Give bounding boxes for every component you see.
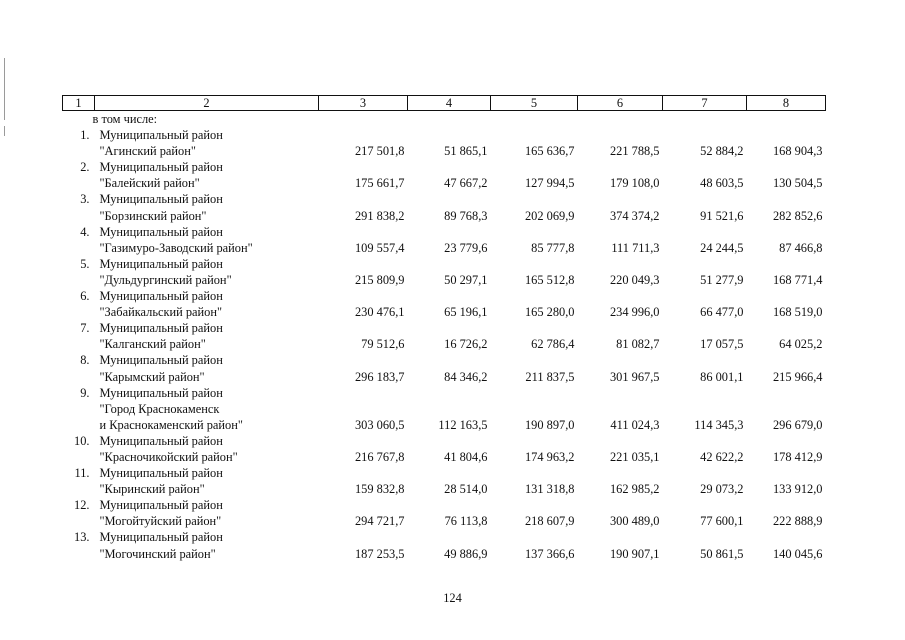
value-cell: 211 837,5	[525, 369, 575, 384]
column-header: 6	[578, 96, 663, 111]
district-name	[95, 529, 319, 561]
value-cell: 162 985,2	[609, 482, 660, 497]
value-cell: 133 912,0	[772, 482, 823, 497]
scan-edge-mark	[4, 58, 5, 120]
table-row	[63, 256, 826, 288]
value-cell: 91 521,6	[700, 208, 744, 223]
value-cell: 41 804,6	[444, 449, 488, 464]
table-row	[63, 191, 826, 223]
value-cell: 296 183,7	[354, 369, 405, 384]
district-name-line: "Красночикойский район"	[99, 449, 238, 464]
value-cell: 179 108,0	[609, 176, 660, 191]
district-name	[95, 465, 319, 497]
value-cell: 87 466,8	[779, 240, 823, 255]
row-number: 3.	[80, 192, 90, 207]
district-name	[95, 159, 319, 191]
value-cell: 202 069,9	[524, 208, 575, 223]
row-number: 7.	[80, 321, 90, 336]
district-name	[95, 191, 319, 223]
district-name	[95, 224, 319, 256]
district-name	[95, 127, 319, 159]
district-name-line: Муниципальный район	[99, 224, 223, 239]
value-cell: 16 726,2	[444, 337, 488, 352]
value-cell: 221 035,1	[609, 449, 660, 464]
table-row	[63, 352, 826, 384]
value-cell: 48 603,5	[700, 176, 744, 191]
district-name	[95, 433, 319, 465]
value-cell: 50 297,1	[444, 272, 488, 287]
value-cell: 301 967,5	[609, 369, 660, 384]
value-cell: 50 861,5	[700, 546, 744, 561]
table-row	[63, 127, 826, 159]
value-cell: 303 060,5	[354, 417, 405, 432]
value-cell: 215 809,9	[354, 272, 405, 287]
page-number: 124	[443, 591, 462, 605]
table-row	[63, 465, 826, 497]
column-header: 2	[95, 96, 319, 111]
scan-edge-mark	[4, 126, 5, 136]
district-name-line: "Кыринский район"	[99, 482, 205, 497]
value-cell: 300 489,0	[609, 514, 660, 529]
district-name-line: "Забайкальский район"	[99, 305, 223, 320]
value-cell: 127 994,5	[524, 176, 575, 191]
row-number: 8.	[80, 353, 90, 368]
district-name-line: Муниципальный район	[99, 289, 223, 304]
value-cell: 52 884,2	[700, 144, 744, 159]
value-cell: 411 024,3	[610, 417, 660, 432]
district-name-line: Муниципальный район	[99, 160, 223, 175]
district-name-line: Муниципальный район	[99, 466, 223, 481]
value-cell: 111 711,3	[611, 240, 660, 255]
row-number: 12.	[74, 498, 90, 513]
district-name-line: "Балейский район"	[99, 176, 200, 191]
value-cell: 168 519,0	[772, 305, 823, 320]
value-cell: 294 721,7	[354, 514, 405, 529]
value-cell: 291 838,2	[354, 208, 405, 223]
row-number: 4.	[80, 224, 90, 239]
district-name	[95, 385, 319, 433]
table-row	[63, 224, 826, 256]
district-name-line: "Борзинский район"	[99, 208, 207, 223]
district-name-line: Муниципальный район	[99, 385, 223, 400]
value-cell: 131 318,8	[524, 482, 575, 497]
district-name	[95, 256, 319, 288]
table-row	[63, 159, 826, 191]
value-cell: 89 768,3	[444, 208, 488, 223]
value-cell: 187 253,5	[354, 546, 405, 561]
value-cell: 140 045,6	[772, 546, 823, 561]
value-cell: 85 777,8	[531, 240, 575, 255]
value-cell: 222 888,9	[772, 514, 823, 529]
value-cell: 23 779,6	[444, 240, 488, 255]
table-row	[63, 529, 826, 561]
column-header: 8	[747, 96, 826, 111]
value-cell: 76 113,8	[444, 514, 488, 529]
subtitle-row	[63, 111, 826, 128]
value-cell: 65 196,1	[444, 305, 488, 320]
value-cell: 168 771,4	[772, 272, 823, 287]
district-name	[95, 352, 319, 384]
value-cell: 175 661,7	[354, 176, 405, 191]
value-cell: 230 476,1	[354, 305, 405, 320]
value-cell: 109 557,4	[354, 240, 405, 255]
district-name-line: "Калганский район"	[99, 337, 206, 352]
column-header: 7	[663, 96, 747, 111]
column-header: 1	[63, 96, 95, 111]
column-header: 4	[408, 96, 491, 111]
value-cell: 77 600,1	[700, 514, 744, 529]
district-name-line: "Могочинский район"	[99, 546, 216, 561]
district-name-line: "Газимуро-Заводский район"	[99, 240, 253, 255]
value-cell: 234 996,0	[609, 305, 660, 320]
value-cell: 79 512,6	[361, 337, 405, 352]
value-cell: 64 025,2	[779, 337, 823, 352]
value-cell: 112 163,5	[438, 417, 488, 432]
value-cell: 51 277,9	[700, 272, 744, 287]
row-number: 10.	[74, 433, 90, 448]
district-name-line: Муниципальный район	[99, 498, 223, 513]
value-cell: 374 374,2	[609, 208, 660, 223]
value-cell: 165 280,0	[524, 305, 575, 320]
value-cell: 47 667,2	[444, 176, 488, 191]
row-number: 13.	[74, 530, 90, 545]
value-cell: 28 514,0	[444, 482, 488, 497]
district-name-line: Муниципальный район	[99, 128, 223, 143]
value-cell: 130 504,5	[772, 176, 823, 191]
table-row	[63, 497, 826, 529]
value-cell: 114 345,3	[694, 417, 744, 432]
district-name-line: "Город Краснокаменск	[99, 401, 220, 416]
table-row	[63, 288, 826, 320]
value-cell: 168 904,3	[772, 144, 823, 159]
value-cell: 221 788,5	[609, 144, 660, 159]
district-name-line: Муниципальный район	[99, 530, 223, 545]
value-cell: 81 082,7	[616, 337, 660, 352]
value-cell: 66 477,0	[700, 305, 744, 320]
value-cell: 190 907,1	[609, 546, 660, 561]
value-cell: 84 346,2	[444, 369, 488, 384]
district-name	[95, 497, 319, 529]
value-cell: 215 966,4	[772, 369, 823, 384]
column-number-row	[63, 96, 826, 111]
district-name-line: Муниципальный район	[99, 321, 223, 336]
district-name-line: "Могойтуйский район"	[99, 514, 222, 529]
district-name-line: "Дульдургинский район"	[99, 272, 232, 287]
value-cell: 29 073,2	[700, 482, 744, 497]
row-number: 2.	[80, 160, 90, 175]
value-cell: 216 767,8	[354, 449, 405, 464]
value-cell: 159 832,8	[354, 482, 405, 497]
value-cell: 42 622,2	[700, 449, 744, 464]
district-name-line: Муниципальный район	[99, 433, 223, 448]
district-name	[95, 320, 319, 352]
table-row	[63, 433, 826, 465]
value-cell: 137 366,6	[524, 546, 575, 561]
value-cell: 178 412,9	[772, 449, 823, 464]
value-cell: 174 963,2	[524, 449, 575, 464]
district-name-line: "Агинский район"	[99, 144, 196, 159]
value-cell: 165 636,7	[524, 144, 575, 159]
table-row	[63, 320, 826, 352]
district-name	[95, 288, 319, 320]
value-cell: 190 897,0	[524, 417, 575, 432]
row-number: 11.	[74, 466, 90, 481]
table-row	[63, 385, 826, 433]
value-cell: 296 679,0	[772, 417, 823, 432]
subtitle-text: в том числе:	[92, 112, 158, 126]
value-cell: 165 512,8	[524, 272, 575, 287]
budget-table	[62, 95, 826, 562]
value-cell: 282 852,6	[772, 208, 823, 223]
value-cell: 24 244,5	[700, 240, 744, 255]
district-name-line: Муниципальный район	[99, 256, 223, 271]
value-cell: 217 501,8	[354, 144, 405, 159]
district-name-line: и Краснокаменский район"	[99, 417, 243, 432]
value-cell: 49 886,9	[444, 546, 488, 561]
value-cell: 62 786,4	[531, 337, 575, 352]
column-header: 5	[491, 96, 578, 111]
value-cell: 218 607,9	[524, 514, 575, 529]
row-number: 1.	[80, 128, 90, 143]
row-number: 5.	[80, 256, 90, 271]
value-cell: 220 049,3	[609, 272, 660, 287]
value-cell: 86 001,1	[700, 369, 744, 384]
value-cell: 17 057,5	[700, 337, 744, 352]
value-cell: 51 865,1	[444, 144, 488, 159]
district-name-line: "Карымский район"	[99, 369, 205, 384]
column-header: 3	[319, 96, 408, 111]
district-name-line: Муниципальный район	[99, 192, 223, 207]
row-number: 9.	[80, 385, 90, 400]
row-number: 6.	[80, 289, 90, 304]
district-name-line: Муниципальный район	[99, 353, 223, 368]
